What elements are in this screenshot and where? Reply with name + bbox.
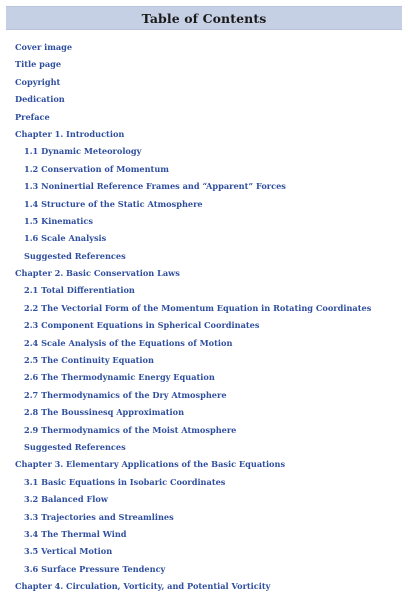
toc-item [0, 175, 408, 192]
toc-item [0, 262, 408, 279]
toc-section-link[interactable]: 2.7 Thermodynamics of the Dry Atmosphere [24, 389, 227, 400]
toc-section-link[interactable]: Suggested References [24, 441, 126, 452]
toc-section-link[interactable]: 2.3 Component Equations in Spherical Coordinates [24, 320, 260, 331]
toc-item [0, 471, 408, 488]
toc-item [0, 36, 408, 53]
toc-item [0, 140, 408, 157]
toc-chapter-link[interactable]: Chapter 3. Elementary Applications of the Basic Equations [15, 459, 286, 470]
toc-item [0, 384, 408, 401]
toc-item [0, 297, 408, 314]
toc-item [0, 332, 408, 349]
toc-section-link[interactable]: 3.1 Basic Equations in Isobaric Coordinates [24, 476, 226, 487]
page-title: Table of Contents [141, 10, 267, 26]
toc-item [0, 314, 408, 331]
toc-item [0, 349, 408, 366]
toc-item [0, 53, 408, 70]
toc-chapter-link[interactable]: Preface [15, 111, 50, 122]
toc-section-link[interactable]: 1.6 Scale Analysis [24, 233, 107, 244]
toc-section-link[interactable]: 2.1 Total Differentiation [24, 285, 135, 296]
toc-section-link[interactable]: 2.8 The Boussinesq Approximation [24, 407, 185, 418]
toc-item [0, 71, 408, 88]
toc-item [0, 106, 408, 123]
toc-section-link[interactable]: 3.3 Trajectories and Streamlines [24, 511, 174, 522]
toc-section-link[interactable]: 1.2 Conservation of Momentum [24, 163, 169, 174]
toc-item [0, 575, 408, 592]
toc-section-link[interactable]: 3.5 Vertical Motion [24, 546, 113, 557]
toc-chapter-link[interactable]: Cover image [15, 42, 73, 52]
toc-header [6, 6, 402, 30]
toc-item [0, 506, 408, 523]
toc-list [0, 36, 408, 593]
toc-item [0, 453, 408, 470]
toc-item [0, 488, 408, 505]
toc-item [0, 366, 408, 383]
toc-item [0, 540, 408, 557]
toc-item [0, 279, 408, 296]
toc-section-link[interactable]: 3.6 Surface Pressure Tendency [24, 563, 166, 574]
toc-section-link[interactable]: 1.5 Kinematics [24, 215, 93, 226]
toc-item [0, 227, 408, 244]
toc-section-link[interactable]: 1.4 Structure of the Static Atmosphere [24, 198, 203, 209]
toc-item [0, 558, 408, 575]
toc-section-link[interactable]: 2.5 The Continuity Equation [24, 355, 154, 366]
toc-section-link[interactable]: 2.2 The Vectorial Form of the Momentum Equation in Rotating Coordinates [24, 302, 372, 313]
toc-section-link[interactable]: 2.9 Thermodynamics of the Moist Atmosphere [24, 424, 237, 435]
toc-chapter-link[interactable]: Chapter 2. Basic Conservation Laws [15, 268, 180, 279]
toc-item [0, 210, 408, 227]
toc-chapter-link[interactable]: Title page [15, 59, 62, 70]
toc-chapter-link[interactable]: Dedication [15, 94, 65, 105]
toc-chapter-link[interactable]: Chapter 1. Introduction [15, 128, 125, 139]
toc-item [0, 193, 408, 210]
toc-section-link[interactable]: 1.1 Dynamic Meteorology [24, 146, 142, 157]
toc-chapter-link[interactable]: Chapter 4. Circulation, Vorticity, and Potential Vorticity [15, 581, 271, 592]
toc-item [0, 123, 408, 140]
toc-item [0, 245, 408, 262]
toc-item [0, 523, 408, 540]
toc-section-link[interactable]: Suggested References [24, 250, 126, 261]
toc-section-link[interactable]: 1.3 Noninertial Reference Frames and “Apparent” Forces [24, 181, 286, 192]
toc-chapter-link[interactable]: Copyright [15, 76, 61, 87]
toc-item [0, 158, 408, 175]
toc-section-link[interactable]: 2.6 The Thermodynamic Energy Equation [24, 372, 215, 383]
toc-section-link[interactable]: 3.4 The Thermal Wind [24, 528, 127, 539]
toc-item [0, 436, 408, 453]
toc-item [0, 419, 408, 436]
toc-item [0, 88, 408, 105]
toc-section-link[interactable]: 3.2 Balanced Flow [24, 494, 108, 505]
toc-item [0, 401, 408, 418]
toc-section-link[interactable]: 2.4 Scale Analysis of the Equations of Motion [24, 337, 233, 348]
